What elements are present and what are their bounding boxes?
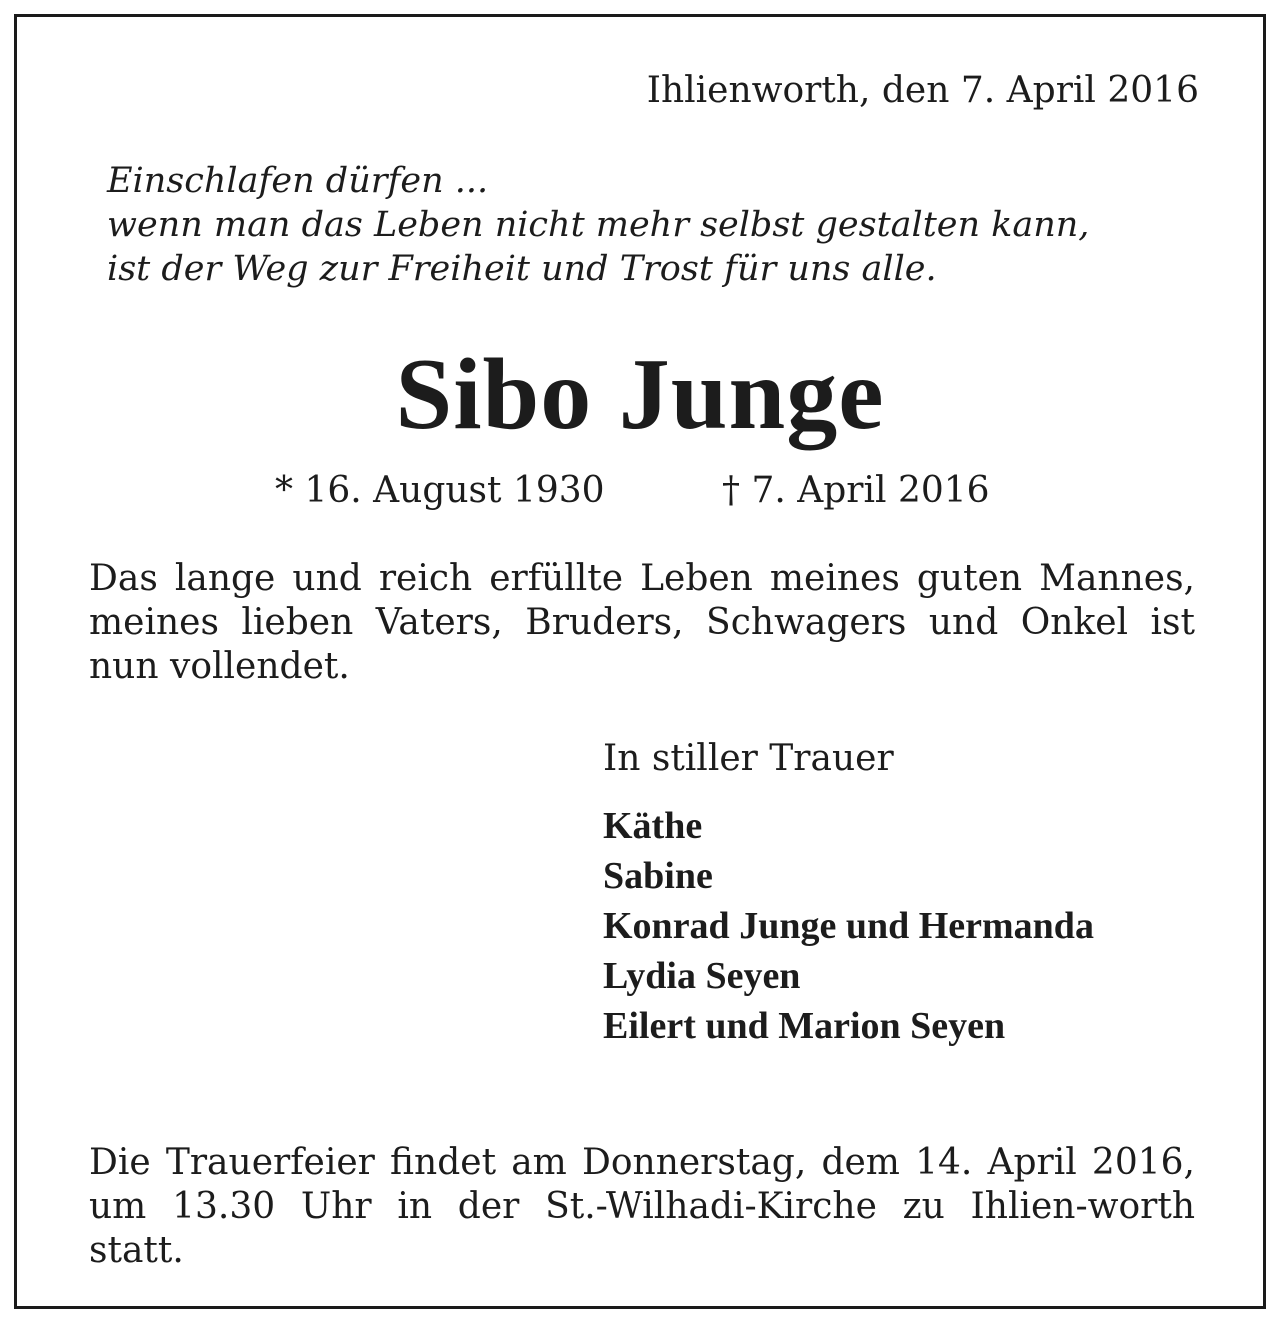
mourner-name: Konrad Junge und Hermanda	[603, 905, 1094, 947]
mourner-name: Sabine	[603, 855, 713, 897]
mourner-name: Käthe	[603, 805, 703, 847]
poem	[107, 159, 1197, 291]
mourner-name: Eilert und Marion Seyen	[603, 1005, 1006, 1047]
mourner-name: Lydia Seyen	[603, 955, 801, 997]
place-date: Ihlienworth, den 7. April 2016	[646, 70, 1199, 111]
poem-line: ist der Weg zur Freiheit und Trost für uns alle.	[107, 249, 937, 289]
obituary-notice	[14, 14, 1266, 1309]
birth-date: * 16. August 1930	[275, 470, 605, 511]
mourners-list	[603, 801, 1094, 1051]
poem-line: Einschlafen dürfen ...	[107, 161, 489, 201]
life-paragraph: Das lange und reich erfüllte Leben meines guten Mannes, meines lieben Vaters, Bruders, Schwagers und Onkel ist nun vollendet.	[89, 558, 1195, 687]
death-date: † 7. April 2016	[722, 470, 990, 511]
deceased-name: Sibo Junge	[395, 338, 885, 451]
mourning-intro: In stiller Trauer	[603, 738, 894, 779]
poem-line: wenn man das Leben nicht mehr selbst gestalten kann,	[107, 205, 1090, 245]
funeral-info: Die Trauerfeier findet am Donnerstag, dem 14. April 2016, um 13.30 Uhr in der St.-Wilhadi-Kirche zu Ihlien-worth statt.	[89, 1142, 1195, 1271]
